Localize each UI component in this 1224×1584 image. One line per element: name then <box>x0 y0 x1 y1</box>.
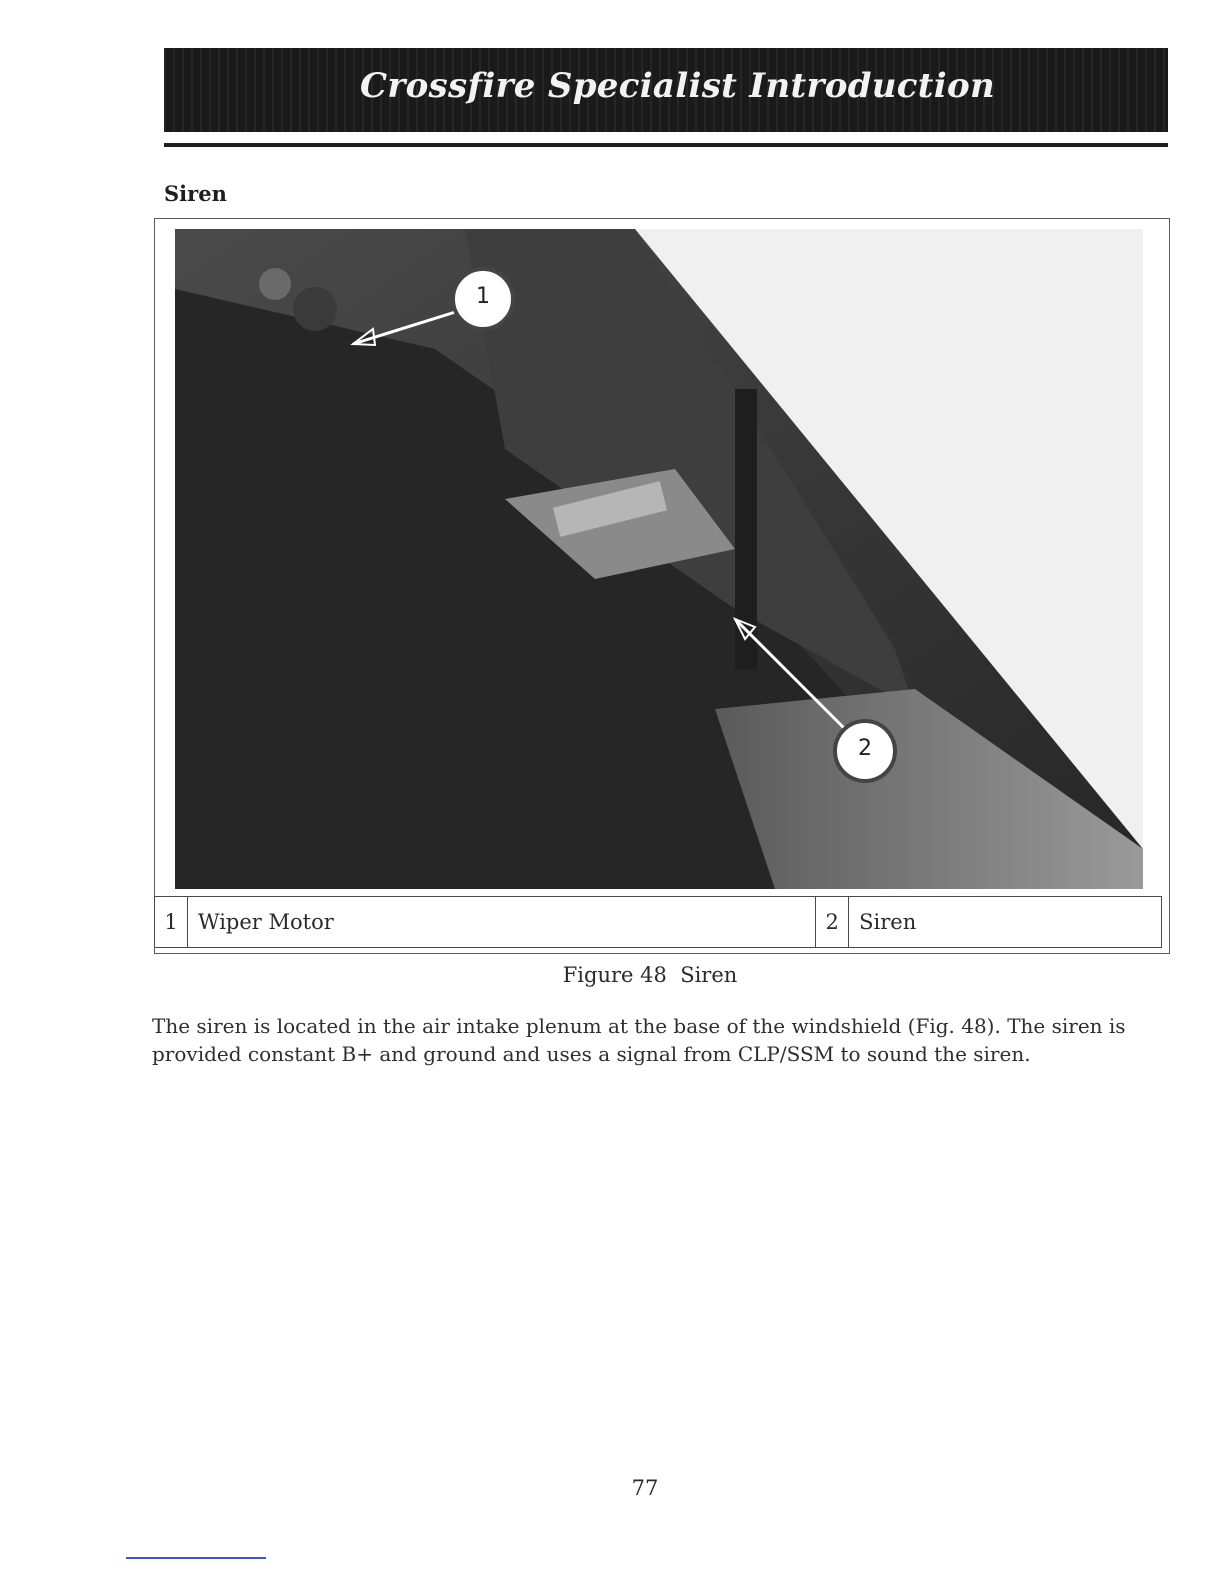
footer-line <box>126 1557 266 1559</box>
callout-1: 1 <box>476 284 490 309</box>
figure-legend <box>154 896 1162 952</box>
banner-title: Crossfire Specialist Introduction <box>360 66 996 106</box>
callout-2: 2 <box>858 736 872 761</box>
header-banner <box>164 48 1168 132</box>
body-paragraph: The siren is located in the air intake plenum at the base of the windshield (Fig. 48). The siren is provided constant B+ and ground and uses a signal from CLP/SSM to sound the siren. <box>152 1014 1126 1066</box>
header-rule <box>164 143 1168 147</box>
figure-photo <box>175 229 1143 889</box>
figure-caption: Figure 48 Siren <box>562 963 738 987</box>
legend-number-1: 1 <box>155 897 188 948</box>
legend-row <box>155 897 1162 948</box>
page-number: 77 <box>631 1476 659 1500</box>
legend-label-2: Siren <box>849 897 1162 948</box>
legend-number-2: 2 <box>816 897 849 948</box>
legend-label-1: Wiper Motor <box>188 897 816 948</box>
section-heading: Siren <box>164 181 227 206</box>
